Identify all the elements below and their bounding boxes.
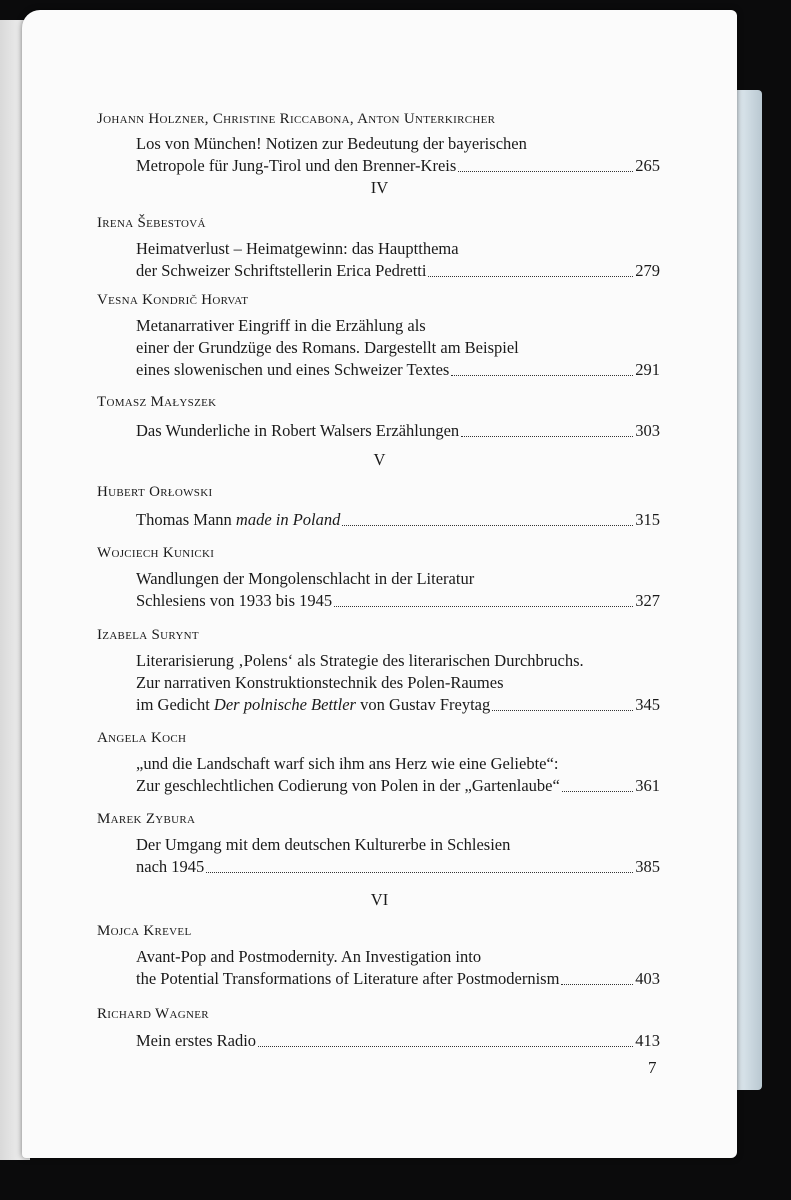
entry-page-number: 279 [635, 261, 660, 280]
entry-author: Marek Zybura [97, 811, 196, 827]
dot-leader [342, 524, 633, 526]
dot-leader [492, 709, 633, 711]
dot-leader [458, 170, 633, 172]
entry-page-number: 403 [635, 969, 660, 988]
entry-title-last-line [136, 969, 660, 989]
entry-page-number: 315 [635, 510, 660, 529]
entry-title-text: der Schweizer Schriftstellerin Erica Pedretti [136, 261, 427, 280]
entry-author: Mojca Krevel [97, 923, 192, 939]
title-italic-part: made in Poland [235, 510, 341, 529]
entry-page-number: 291 [635, 360, 660, 379]
entry-title-last-line [136, 421, 660, 441]
entry-author: Irena Šebestová [97, 215, 206, 231]
entry-title-text: Das Wunderliche in Robert Walsers Erzählungen [136, 421, 460, 440]
entry-page-number: 327 [635, 591, 660, 610]
title-text-part: Thomas Mann [136, 510, 236, 529]
entry-title-line: Metanarrativer Eingriff in die Erzählung als [136, 316, 426, 335]
entry-author: Richard Wagner [97, 1006, 209, 1022]
title-text-part: von Gustav Freytag [355, 695, 491, 714]
entry-title-line: Zur narrativen Konstruktionstechnik des Polen-Raumes [136, 673, 504, 692]
entry-title-text: Zur geschlechtlichen Codierung von Polen in der „Gartenlaube“ [136, 776, 560, 795]
entry-title-line: einer der Grundzüge des Romans. Dargestellt am Beispiel [136, 338, 519, 357]
section-heading: V [373, 450, 386, 469]
entry-title-line: Avant-Pop and Postmodernity. An Investigation into [136, 947, 482, 966]
entry-page-number: 361 [635, 776, 660, 795]
toc-page [22, 10, 737, 1158]
entry-title-text [136, 510, 340, 530]
entry-title-line: Wandlungen der Mongolenschlacht in der Literatur [136, 569, 475, 588]
entry-title-last-line [136, 591, 660, 611]
dot-leader [334, 605, 633, 607]
entry-title-line: Literarisierung ‚Polens‘ als Strategie des literarischen Durchbruchs. [136, 651, 584, 670]
entry-title-text: nach 1945 [136, 857, 205, 876]
entry-title-line: „und die Landschaft warf sich ihm ans Herz wie eine Geliebte“: [136, 754, 559, 773]
entry-title-last-line [136, 776, 660, 796]
page-number: 7 [648, 1058, 657, 1077]
dot-leader [562, 790, 633, 792]
dot-leader [461, 435, 633, 437]
entry-title-last-line [136, 1031, 660, 1051]
entry-page-number: 413 [635, 1031, 660, 1050]
section-heading: IV [370, 178, 389, 197]
entry-title-text: Mein erstes Radio [136, 1031, 257, 1050]
dot-leader [428, 275, 633, 277]
entry-title-last-line [136, 156, 660, 176]
entry-author: Angela Koch [97, 730, 187, 746]
dot-leader [258, 1045, 633, 1047]
entry-author: Tomasz Małyszek [97, 394, 217, 410]
entry-author: Hubert Orłowski [97, 484, 213, 500]
entry-title-last-line [136, 857, 660, 877]
entry-author: Johann Holzner, Christine Riccabona, Anton Unterkircher [97, 111, 496, 127]
entry-page-number: 385 [635, 857, 660, 876]
entry-title-text: the Potential Transformations of Literature after Postmodernism [136, 969, 560, 988]
entry-title-text [136, 695, 490, 715]
entry-title-text: Schlesiens von 1933 bis 1945 [136, 591, 333, 610]
entry-author: Izabela Surynt [97, 627, 199, 643]
entry-title-line: Heimatverlust – Heimatgewinn: das Hauptthema [136, 239, 459, 258]
entry-page-number: 303 [635, 421, 660, 440]
entry-title-text: Metropole für Jung-Tirol und den Brenner-Kreis [136, 156, 457, 175]
entry-title-line: Los von München! Notizen zur Bedeutung der bayerischen [136, 134, 527, 153]
entry-title-last-line [136, 261, 660, 281]
entry-title-last-line [136, 360, 660, 380]
dot-leader [206, 871, 633, 873]
entry-author: Vesna Kondrič Horvat [97, 292, 249, 308]
entry-title-line: Der Umgang mit dem deutschen Kulturerbe in Schlesien [136, 835, 511, 854]
entry-author: Wojciech Kunicki [97, 545, 215, 561]
entry-page-number: 265 [635, 156, 660, 175]
entry-title-last-line [136, 695, 660, 715]
title-text-part: im Gedicht [136, 695, 214, 714]
entry-title-text: eines slowenischen und eines Schweizer Textes [136, 360, 450, 379]
dot-leader [451, 374, 633, 376]
entry-title-last-line [136, 510, 660, 530]
dot-leader [561, 983, 633, 985]
title-italic-part: Der polnische Bettler [213, 695, 356, 714]
entry-page-number: 345 [635, 695, 660, 714]
section-heading: VI [370, 890, 389, 909]
